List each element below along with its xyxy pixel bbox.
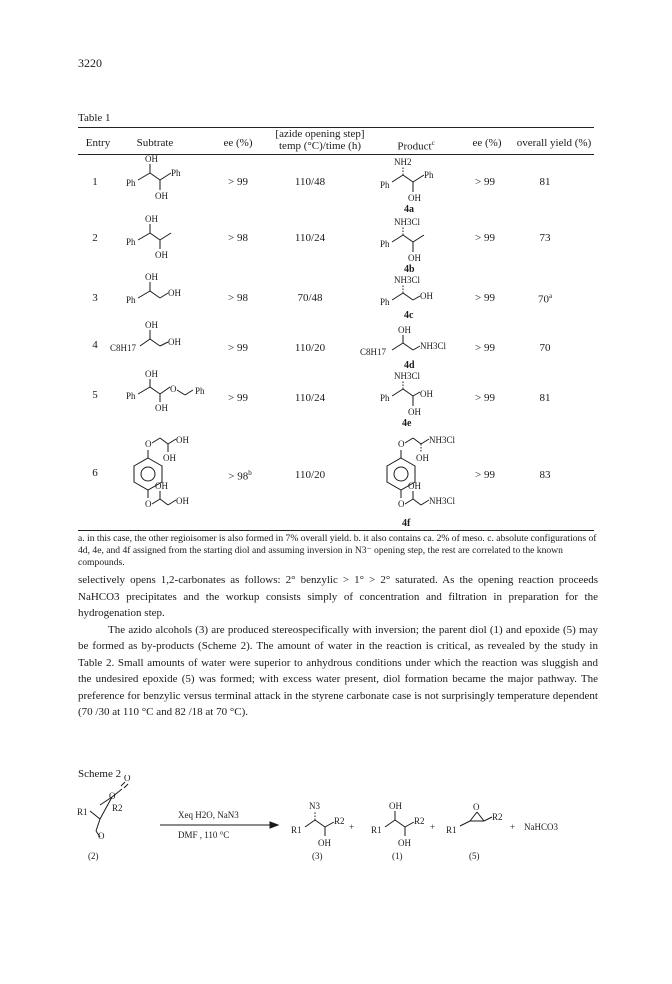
r3-sub-ph: Ph (126, 295, 136, 305)
header-yield: overall yield (%) (516, 137, 592, 149)
row1-yield: 81 (539, 176, 551, 188)
row4-ee2: > 99 (475, 342, 495, 354)
scheme-5-o: O (473, 802, 480, 812)
row2-conditions: 110/24 (294, 232, 326, 244)
row3-entry: 3 (92, 292, 98, 304)
scheme-3-r2: R2 (334, 816, 345, 826)
azido-alcohol-structure (305, 811, 334, 836)
compound-4a: 4a (404, 204, 414, 215)
r6-sub-oh-right-top: OH (176, 435, 189, 445)
r1-sub-oh-bottom: OH (155, 191, 168, 201)
scheme-reagents: Xeq H2O, NaN3 (178, 810, 239, 820)
header-ee: ee (%) (223, 137, 253, 149)
scheme-plus-3: + (510, 822, 516, 832)
row4-product-structure (392, 335, 420, 350)
scheme-plus-1: + (349, 822, 355, 832)
row1-ee2: > 99 (475, 176, 495, 188)
r2-prod-ph: Ph (380, 239, 390, 249)
row6-ee-value: > 98 (228, 470, 249, 483)
row2-yield: 73 (539, 232, 551, 244)
row3-ee: > 98 (228, 292, 248, 304)
scheme-carbonate-r2: R2 (112, 803, 123, 813)
r3-sub-oh-top: OH (145, 272, 158, 282)
row4-ee: > 99 (228, 342, 248, 354)
r6-prod-oh-mid: OH (416, 453, 429, 463)
row4-yield: 70 (539, 342, 551, 354)
r5-sub-oh-bottom: OH (155, 403, 168, 413)
r5-prod-oh-right: OH (420, 389, 433, 399)
scheme-3-r1: R1 (291, 825, 302, 835)
scheme-1-oh-bottom: OH (398, 838, 411, 848)
compound-4b: 4b (404, 264, 415, 275)
compound-4c: 4c (404, 310, 414, 321)
scheme-carbonate-o-carbonyl: O (124, 775, 131, 783)
r1-sub-ph-right: Ph (171, 168, 181, 178)
r2-prod-nh3cl: NH3Cl (394, 217, 421, 227)
r5-sub-ph-right: Ph (195, 386, 205, 396)
r6-sub-o-top: O (145, 439, 152, 449)
row3-yield-value: 70 (537, 293, 549, 306)
row2-entry: 2 (92, 232, 98, 244)
scheme-label-3: (3) (312, 851, 323, 861)
paragraph-2: The azido alcohols (3) are produced stereospecifically with inversion; the parent diol (1) and epoxide (5) may be formed as by-products (Scheme 2). The amount of water in the reaction is critical, as revealed by the study in Table 2. Small amounts of water were superior to anhydrous conditions under which the reaction was sluggish and the undesired epoxide (5) was formed; with excess water present, diol formation became the major pathway. The preference for benzylic versus terminal attack in the styrene carbonate case is not surprisingly temperature dependent (70 /30 at 110 °C and 82 /18 at 70 °C). (78, 623, 598, 718)
row5-conditions: 110/24 (294, 392, 326, 404)
row4-conditions: 110/20 (294, 342, 326, 354)
scheme-carbonate-o-top: O (109, 791, 116, 801)
row6-ee2: > 99 (475, 469, 495, 481)
header-ee2: ee (%) (472, 137, 502, 149)
r4-sub-c8h17: C8H17 (110, 343, 137, 353)
scheme-2-diagram (0, 775, 672, 975)
row2-ee2: > 99 (475, 232, 495, 244)
r3-sub-oh-right: OH (168, 288, 181, 298)
r5-sub-o: O (170, 384, 177, 394)
row1-conditions: 110/48 (294, 176, 326, 188)
r5-prod-oh-bottom: OH (408, 407, 421, 417)
r5-prod-ph: Ph (380, 393, 390, 403)
header-azide-line2: temp (°C)/time (h) (279, 140, 361, 152)
r5-sub-oh-top: OH (145, 369, 158, 379)
diol-structure (385, 811, 414, 836)
scheme-3-oh: OH (318, 838, 331, 848)
row1-entry: 1 (92, 176, 98, 188)
r3-prod-ph: Ph (380, 297, 390, 307)
header-product-text: Product (397, 140, 432, 153)
scheme-carbonate-o-bottom: O (98, 831, 105, 841)
scheme-label-2: (2) (88, 851, 99, 861)
r6-prod-nh3cl-top: NH3Cl (429, 435, 456, 445)
scheme-nahco3: NaHCO3 (524, 822, 558, 832)
r2-prod-oh: OH (408, 253, 421, 263)
body-text (78, 572, 598, 721)
table-bottom-rule (78, 530, 594, 531)
row6-ee-sup: b (248, 469, 252, 477)
row4-substrate-structure (140, 330, 168, 346)
scheme-3-n3: N3 (309, 801, 320, 811)
row5-product-structure (392, 381, 420, 406)
scheme-1-r1: R1 (371, 825, 382, 835)
row1-ee: > 99 (228, 176, 248, 188)
r1-prod-ph-left: Ph (380, 180, 390, 190)
r6-prod-nh3cl-bottom: NH3Cl (429, 496, 456, 506)
r5-sub-ph-left: Ph (126, 391, 136, 401)
row6-yield: 83 (539, 469, 551, 481)
scheme-label-1: (1) (392, 851, 403, 861)
page-number: 3220 (78, 56, 102, 70)
row5-ee2: > 99 (475, 392, 495, 404)
epoxide-structure (460, 812, 492, 826)
compound-4f: 4f (402, 518, 411, 529)
row6-conditions: 110/20 (294, 469, 326, 481)
row6-product-structure (387, 438, 429, 505)
header-entry: Entry (85, 137, 111, 149)
r4-prod-c8h17: C8H17 (360, 347, 387, 357)
r5-prod-nh3cl: NH3Cl (394, 371, 421, 381)
r6-prod-oh-lower: OH (408, 481, 421, 491)
scheme-5-r2: R2 (492, 812, 503, 822)
scheme-1-r2: R2 (414, 816, 425, 826)
row3-ee2: > 99 (475, 292, 495, 304)
paragraph-1: selectively opens 1,2-carbonates as follows: 2° benzylic > 1° > 2° saturated. As the opening reaction proceeds NaHCO3 precipitates and the workup consists simply of concentration and filtration in preparation for the hydrogenation step. (78, 574, 598, 619)
row5-yield: 81 (539, 392, 551, 404)
row5-ee: > 99 (228, 392, 248, 404)
row3-product-structure (392, 285, 420, 300)
table-label: Table 1 (78, 112, 111, 124)
r6-sub-oh-mid: OH (163, 453, 176, 463)
header-subtrate: Subtrate (136, 137, 174, 149)
scheme-1-oh-top: OH (389, 801, 402, 811)
row3-conditions: 70/48 (297, 292, 323, 304)
r2-sub-oh-bottom: OH (155, 250, 168, 260)
r4-sub-oh-right: OH (168, 337, 181, 347)
r3-prod-oh: OH (420, 291, 433, 301)
scheme-label: Scheme 2 (78, 768, 122, 780)
r1-prod-nh2: NH2 (394, 157, 412, 167)
table-footnote: a. in this case, the other regioisomer is also formed in 7% overall yield. b. it also contains ca. 2% of meso. c. absolute configurations of 4d, 4e, and 4f assigned from the starting diol and assuming inversion in N3⁻ opening step, the rest are correlated to the known compounds. (78, 533, 597, 568)
scheme-conditions: DMF , 110 °C (178, 830, 230, 840)
scheme-carbonate-r1: R1 (77, 807, 88, 817)
scheme-label-5: (5) (469, 851, 480, 861)
r1-prod-ph-right: Ph (424, 170, 434, 180)
row1-product-structure (392, 167, 424, 192)
header-product-sup: c (431, 139, 435, 147)
scheme-plus-2: + (430, 822, 436, 832)
r1-sub-oh-top: OH (145, 154, 158, 164)
r6-sub-oh-right-bottom: OH (176, 496, 189, 506)
row3-yield-sup: a (548, 292, 553, 300)
r1-sub-ph-left: Ph (126, 178, 136, 188)
r1-prod-oh: OH (408, 193, 421, 203)
r6-sub-o-bottom: O (145, 499, 152, 509)
row2-substrate-structure (138, 224, 171, 249)
header-azide-line1: [azide opening step] (275, 128, 365, 140)
row6-entry: 6 (92, 467, 98, 479)
row2-ee: > 98 (228, 232, 248, 244)
row5-substrate-structure (138, 379, 193, 402)
compound-4e: 4e (402, 418, 412, 429)
r6-sub-oh-lower: OH (155, 481, 168, 491)
row2-product-structure (392, 227, 424, 252)
row3-substrate-structure (138, 282, 168, 298)
row6-substrate-structure (134, 438, 176, 505)
row4-entry: 4 (92, 339, 98, 351)
r2-sub-oh-top: OH (145, 214, 158, 224)
reaction-arrow-head (270, 822, 278, 828)
compound-4d: 4d (404, 360, 415, 371)
r6-prod-o-top: O (398, 439, 405, 449)
row5-entry: 5 (92, 389, 98, 401)
r3-prod-nh3cl: NH3Cl (394, 275, 421, 285)
row1-substrate-structure (138, 164, 171, 190)
r4-prod-nh3cl: NH3Cl (420, 341, 447, 351)
r2-sub-ph: Ph (126, 237, 136, 247)
r4-sub-oh-top: OH (145, 320, 158, 330)
scheme-5-r1: R1 (446, 825, 457, 835)
r6-prod-o-bottom: O (398, 499, 405, 509)
r4-prod-oh: OH (398, 325, 411, 335)
